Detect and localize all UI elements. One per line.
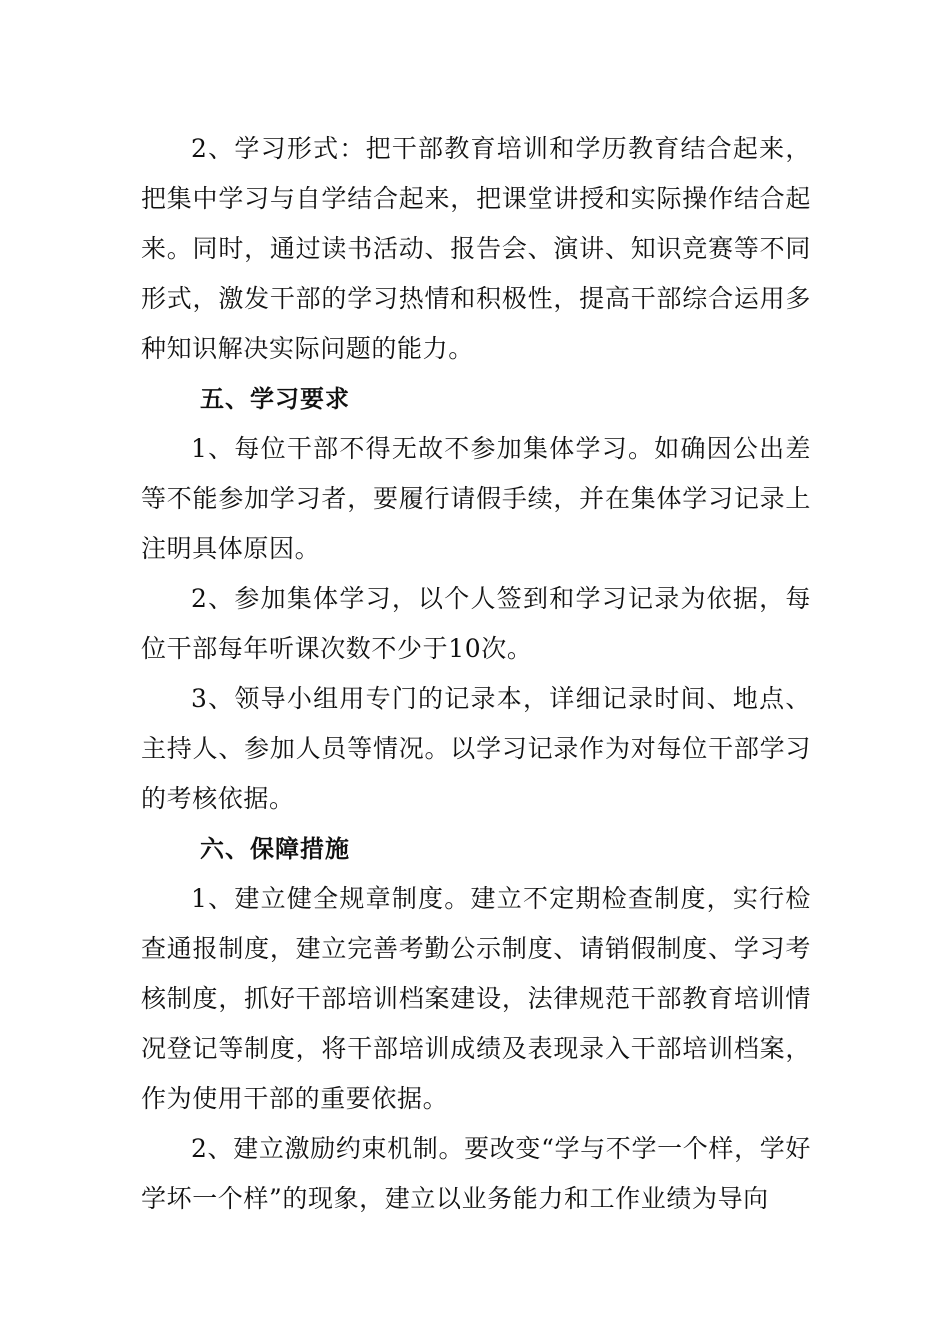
- document-body: [141, 124, 811, 1224]
- paragraph-safeguard-1: 1、建立健全规章制度。建立不定期检查制度，实行检查通报制度，建立完善考勤公示制度、请销假制度、学习考核制度，抓好干部培训档案建设，法律规范干部教育培训情况登记等制度，将干部培训成绩及表现录入干部培训档案，作为使用干部的重要依据。: [141, 884, 811, 1113]
- section-heading-learning-requirements: 五、学习要求: [200, 385, 350, 413]
- paragraph-safeguard-2: 2、建立激励约束机制。要改变“学与不学一个样，学好学坏一个样”的现象，建立以业务能力和工作业绩为导向: [141, 1134, 811, 1213]
- paragraph-requirement-1: 1、每位干部不得无故不参加集体学习。如确因公出差等不能参加学习者，要履行请假手续，并在集体学习记录上注明具体原因。: [141, 434, 811, 563]
- section-heading-safeguard-measures: 六、保障措施: [200, 835, 350, 863]
- paragraph-requirement-3: 3、领导小组用专门的记录本，详细记录时间、地点、主持人、参加人员等情况。以学习记录作为对每位干部学习的考核依据。: [141, 684, 811, 813]
- paragraph-learning-format: 2、学习形式：把干部教育培训和学历教育结合起来，把集中学习与自学结合起来，把课堂讲授和实际操作结合起来。同时，通过读书活动、报告会、演讲、知识竞赛等不同形式，激发干部的学习热情和积极性，提高干部综合运用多种知识解决实际问题的能力。: [141, 134, 811, 363]
- paragraph-requirement-2: 2、参加集体学习，以个人签到和学习记录为依据，每位干部每年听课次数不少于10次。: [141, 584, 811, 663]
